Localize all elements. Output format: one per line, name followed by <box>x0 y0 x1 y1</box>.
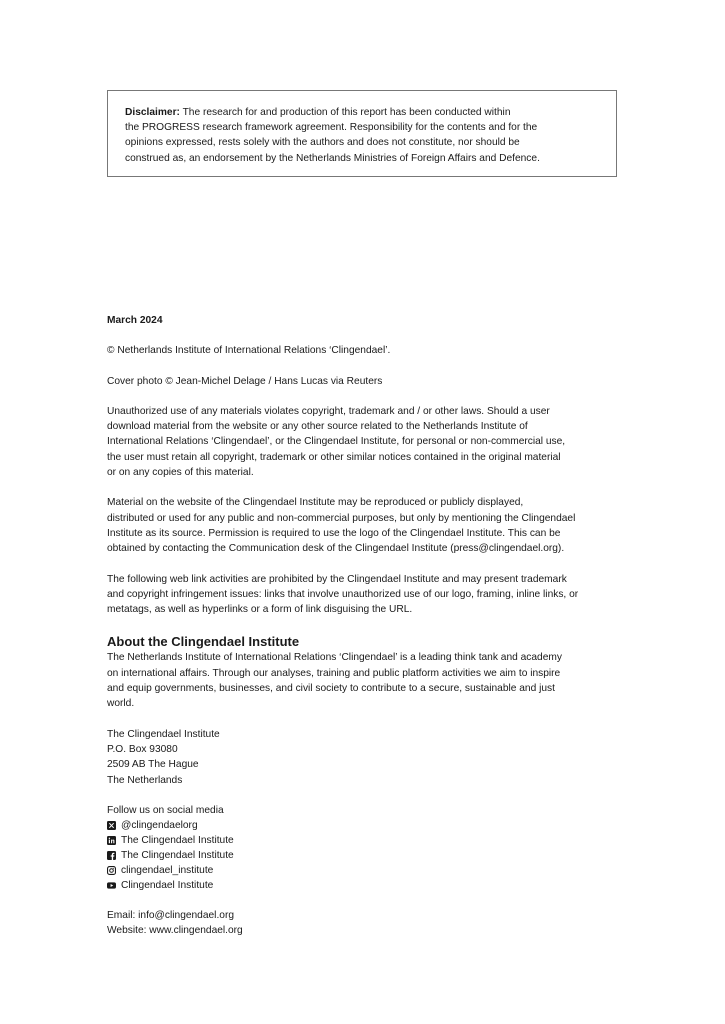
facebook-icon <box>107 851 116 860</box>
social-linkedin[interactable] <box>107 833 627 848</box>
paragraph-line: The Netherlands Institute of International Relations ‘Clingendael’ is a leading think tank and academy <box>107 652 562 664</box>
address-line: 2509 AB The Hague <box>107 759 199 771</box>
copyright-notice: © Netherlands Institute of International Relations ‘Clingendael’. <box>107 345 391 357</box>
paragraph-line: or on any copies of this material. <box>107 467 254 479</box>
social-facebook[interactable] <box>107 848 627 863</box>
disclaimer-text-1: The research for and production of this report has been conducted within <box>179 107 511 118</box>
disclaimer-line-4: construed as, an endorsement by the Netherlands Ministries of Foreign Affairs and Defence. <box>125 152 540 164</box>
social-youtube-name: Clingendael Institute <box>121 879 214 891</box>
social-x[interactable] <box>107 818 627 833</box>
youtube-icon <box>107 881 116 890</box>
linkedin-icon <box>107 836 116 845</box>
postal-address <box>107 727 627 788</box>
instagram-icon <box>107 866 116 875</box>
disclaimer-label: Disclaimer: <box>125 107 180 118</box>
about-heading: About the Clingendael Institute <box>107 634 300 650</box>
contact-info <box>107 908 627 939</box>
address-line: The Netherlands <box>107 774 183 786</box>
social-x-handle: @clingendaelorg <box>121 819 198 831</box>
about-paragraph <box>107 650 627 711</box>
paragraph-line: International Relations ‘Clingendael’, or the Clingendael Institute, for personal or non-commercial use, <box>107 436 566 448</box>
paragraph-line: the user must retain all copyright, trademark or other similar notices contained in the original material <box>107 451 561 463</box>
social-linkedin-name: The Clingendael Institute <box>121 834 234 846</box>
paragraph-line: and equip governments, businesses, and civil society to contribute to a secure, sustainable and just <box>107 683 555 695</box>
address-line: The Clingendael Institute <box>107 728 220 740</box>
paragraph-line: Unauthorized use of any materials violates copyright, trademark and / or other laws. Should a user <box>107 405 550 417</box>
disclaimer-line-1 <box>125 105 600 120</box>
paragraph-line: obtained by contacting the Communication desk of the Clingendael Institute (press@clingendael.org). <box>107 543 565 555</box>
address-line: P.O. Box 93080 <box>107 743 178 755</box>
paragraph-line: distributed or used for any public and non-commercial purposes, but only by mentioning the Clingendael <box>107 512 576 524</box>
material-use-paragraph <box>107 495 627 556</box>
social-youtube[interactable] <box>107 878 627 893</box>
website-link[interactable]: Website: www.clingendael.org <box>107 925 243 937</box>
publication-date: March 2024 <box>107 315 163 326</box>
paragraph-line: Institute as its source. Permission is required to use the logo of the Clingendael Institute. This can be <box>107 527 561 539</box>
paragraph-line: world. <box>107 698 135 710</box>
social-media-list <box>107 803 627 893</box>
social-instagram-handle: clingendael_institute <box>121 864 214 876</box>
paragraph-line: download material from the website or any other source related to the Netherlands Institute of <box>107 421 528 433</box>
colophon <box>107 313 627 939</box>
paragraph-line: on international affairs. Through our analyses, training and public platform activities we aim to inspire <box>107 667 561 679</box>
paragraph-line: metatags, as well as hyperlinks or a form of link disguising the URL. <box>107 604 413 616</box>
weblinks-paragraph <box>107 572 627 618</box>
paragraph-line: and copyright infringement issues: links that involve unauthorized use of our logo, framing, inline links, or <box>107 588 579 600</box>
disclaimer-line-2: the PROGRESS research framework agreement. Responsibility for the contents and for the <box>125 122 538 134</box>
social-instagram[interactable] <box>107 863 627 878</box>
unauthorized-use-paragraph <box>107 404 627 480</box>
social-heading: Follow us on social media <box>107 804 224 816</box>
cover-photo-credit: Cover photo © Jean-Michel Delage / Hans Lucas via Reuters <box>107 375 383 387</box>
paragraph-line: Material on the website of the Clingendael Institute may be reproduced or publicly displayed, <box>107 497 524 509</box>
social-facebook-name: The Clingendael Institute <box>121 849 234 861</box>
email-link[interactable]: Email: info@clingendael.org <box>107 910 235 922</box>
paragraph-line: The following web link activities are prohibited by the Clingendael Institute and may present trademark <box>107 573 567 585</box>
disclaimer-line-3: opinions expressed, rests solely with the authors and does not constitute, nor should be <box>125 137 520 149</box>
x-icon <box>107 821 116 830</box>
disclaimer-box <box>107 90 617 177</box>
